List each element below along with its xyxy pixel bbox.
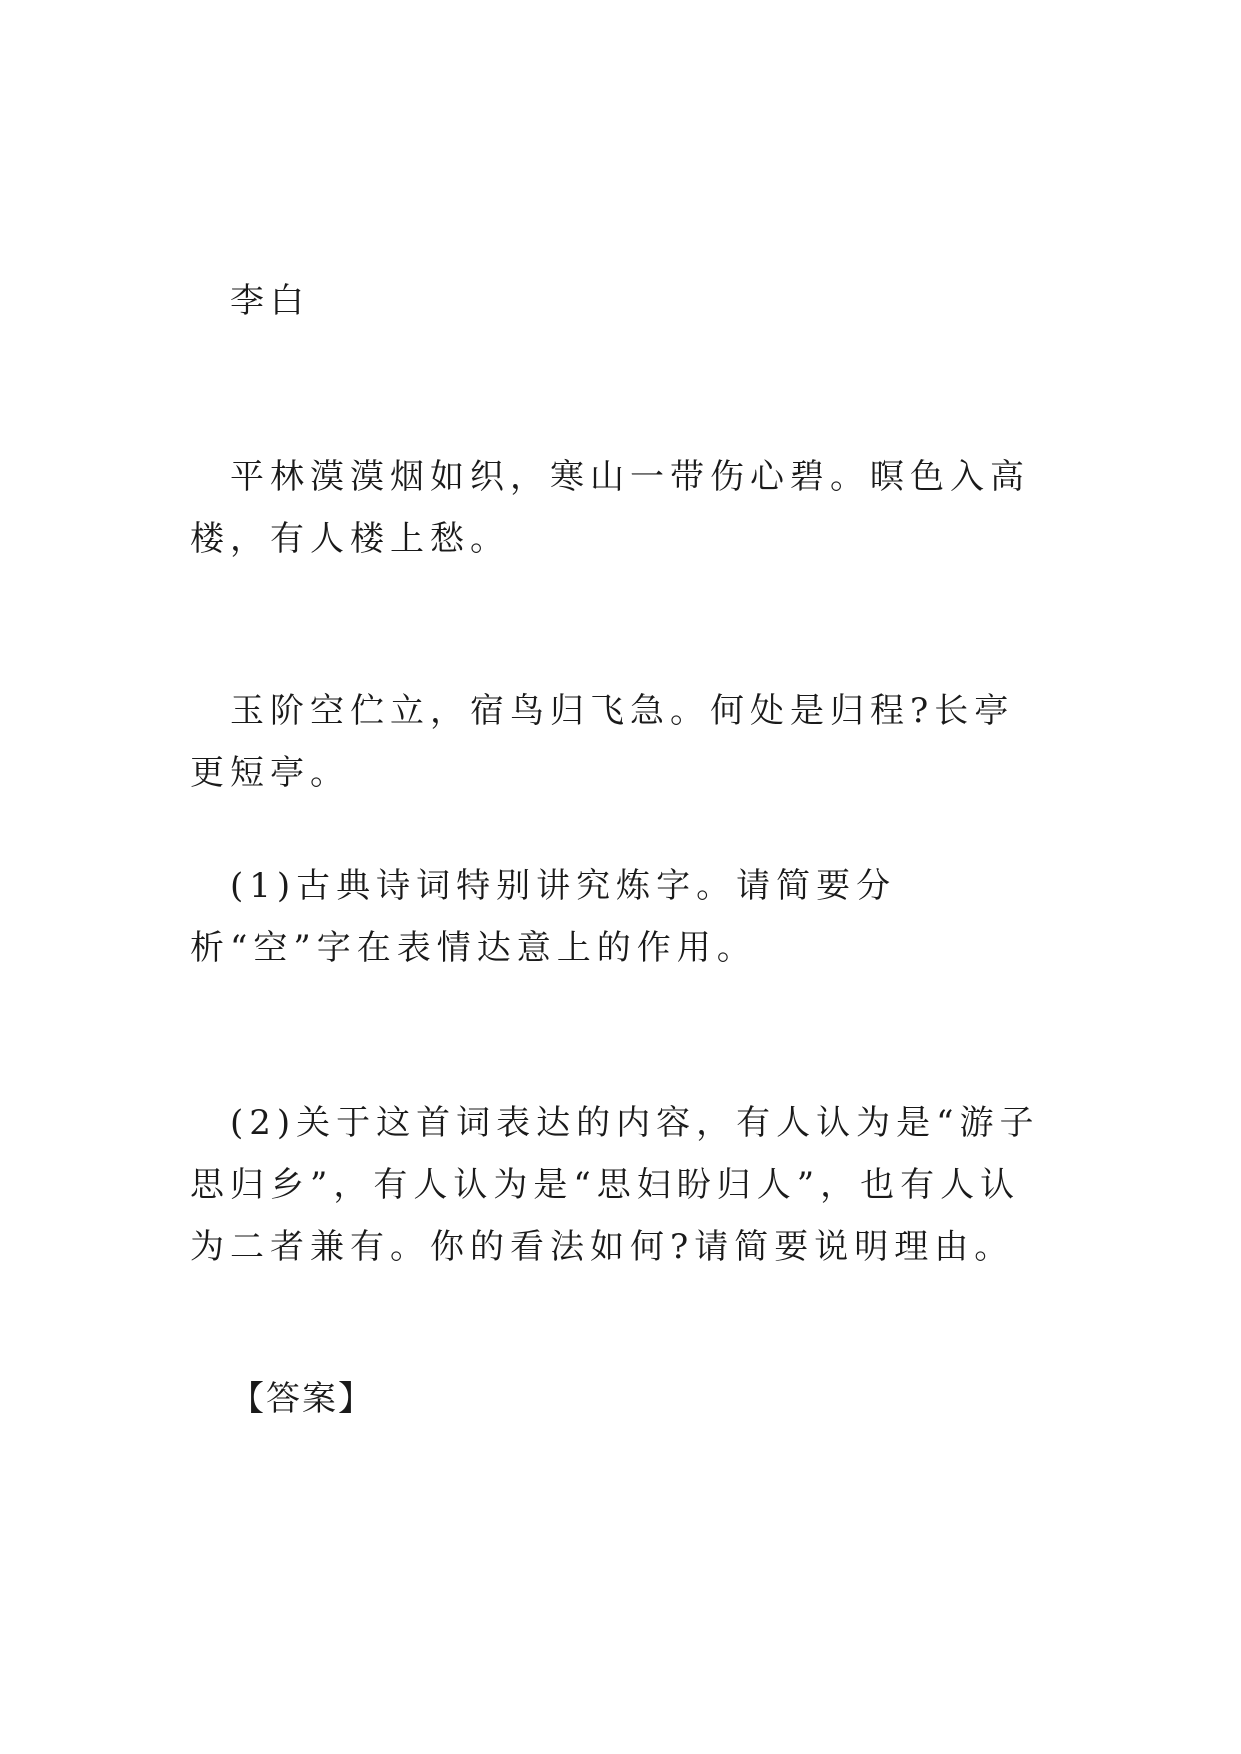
poem-stanza-2: 玉阶空伫立，宿鸟归飞急。何处是归程?长亭更短亭。 xyxy=(190,691,1015,793)
question-1: (1)古典诗词特别讲究炼字。请简要分析“空”字在表情达意上的作用。 xyxy=(190,866,897,968)
poem-author: 李白 xyxy=(230,281,310,321)
question-2: (2)关于这首词表达的内容，有人认为是“游子思归乡”，有人认为是“思妇盼归人”，也有人认为二者兼有。你的看法如何?请简要说明理由。 xyxy=(190,1103,1040,1267)
answer-heading: 【答案】 xyxy=(230,1379,374,1419)
poem-stanza-1: 平林漠漠烟如织，寒山一带伤心碧。暝色入高楼，有人楼上愁。 xyxy=(190,457,1030,559)
